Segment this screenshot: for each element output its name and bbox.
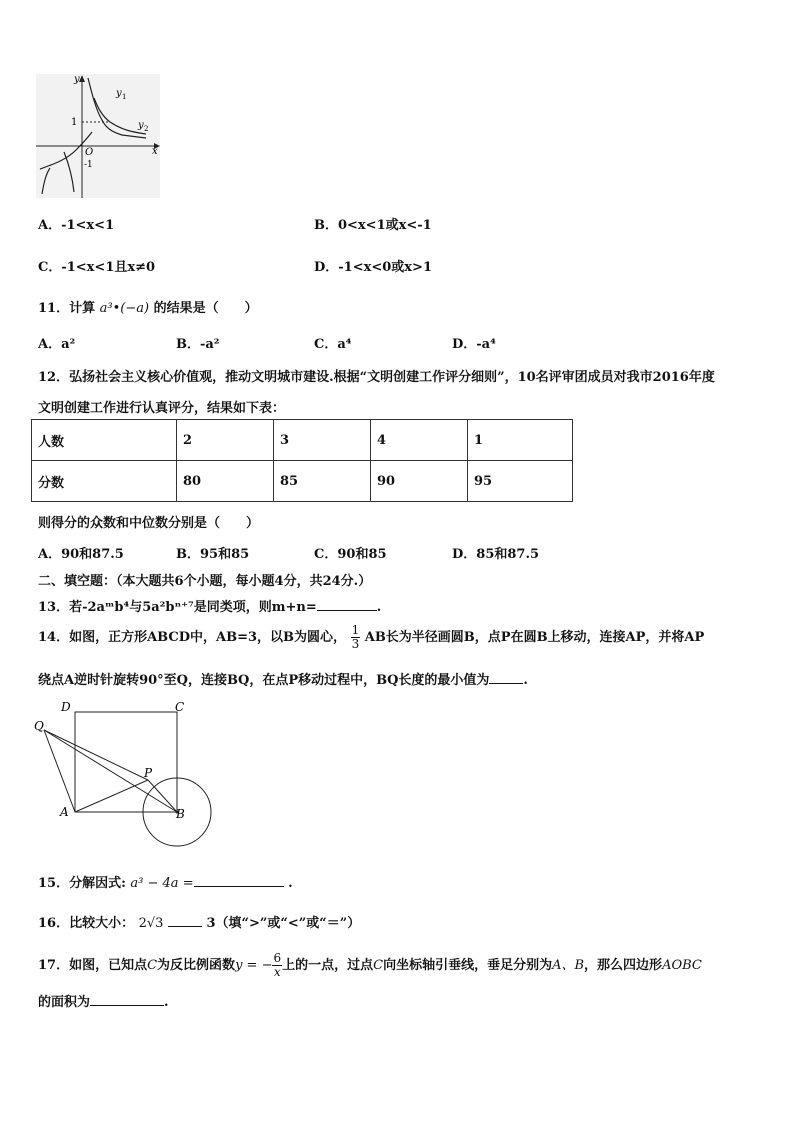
q17-frac-den: x [273,965,281,979]
section-heading: 二、填空题：（本大题共6个小题，每小题4分，共24分.） [38,574,372,589]
q14-fraction [351,624,361,651]
label-a: A [60,805,69,819]
table-cell: 4 [371,420,468,461]
segment-ap [75,780,148,812]
q16-expression: 2√3 [138,916,164,931]
label-d: D [61,700,71,714]
y1-label: y [116,88,122,99]
q17-line2: 的面积为 [38,995,91,1010]
table-cell: 分数 [32,461,177,502]
q13-text: 13．若-2aᵐb⁴与5a²bⁿ⁺⁷是同类项，则m+n= [38,600,317,615]
label-c: C [175,700,185,714]
q15-expression: a³ − 4a = [130,876,194,891]
q12-question: 则得分的众数和中位数分别是（ ） [38,516,260,531]
q12-stem-line2: 文明创建工作进行认真评分，结果如下表： [38,401,286,416]
q17-answer-blank[interactable] [90,993,164,1006]
q13-end: . [376,600,382,615]
table-row [32,461,573,502]
q17-point-c2: C [373,958,384,973]
segment-bq [44,730,177,812]
q14-part1: 14．如图，正方形ABCD中，AB=3，以B为圆心， [38,630,347,645]
label-p: P [144,766,153,780]
y2-subscript: 2 [144,125,149,133]
x-axis-label: x [152,146,158,157]
q10-option-c[interactable]: C．-1<x<1且x≠0 [38,260,156,275]
q12-option-c[interactable]: C．90和85 [314,547,387,562]
q12-stem-line1: 12．弘扬社会主义核心价值观，推动文明城市建设.根据“文明创建工作评分细则”，10名评审团成员对我市2016年度 [38,370,715,385]
label-b: B [176,807,185,821]
q16-answer-blank[interactable] [168,914,202,927]
q15-answer-blank[interactable] [194,874,284,887]
q11-expression: a³•(−a) [99,301,150,316]
q17-feet: A、B [552,958,585,973]
q11-prefix: 11．计算 [38,301,96,316]
q17-end: . [164,995,169,1010]
q15-prefix: 15．分解因式: [38,876,126,891]
q17-quadrilateral: AOBC [662,958,702,973]
y1-subscript: 1 [122,93,127,101]
q17-part3: 上的一点，过点 [282,958,374,973]
q10-option-a[interactable]: A．-1<x<1 [38,218,115,233]
q14-end: . [523,673,528,688]
q11-option-c[interactable]: C．a⁴ [314,337,352,352]
table-cell: 3 [274,420,371,461]
q14-answer-blank[interactable] [489,671,523,684]
q14-stem-line2 [38,669,528,688]
q11-option-b[interactable]: B．-a² [176,337,220,352]
q17-stem-line1 [38,952,702,979]
q17-part4: 向坐标轴引垂线，垂足分别为 [383,958,553,973]
q12-option-d[interactable]: D．85和87.5 [452,547,540,562]
square-circle-figure [30,696,216,848]
q17-stem-line2 [38,991,169,1010]
q11-suffix: 的结果是（ ） [153,301,258,316]
q11-option-d[interactable]: D．-a⁴ [452,337,496,352]
q17-part1: 17．如图，已知点 [38,958,148,973]
q13-answer-blank[interactable] [317,598,377,611]
table-cell: 人数 [32,420,177,461]
q14-line2: 绕点A逆时针旋转90°至Q，连接BQ，在点P移动过程中，BQ长度的最小值为 [38,673,490,688]
tick-neg-one: -1 [84,160,93,170]
q16-prefix: 16．比较大小： [38,916,135,931]
origin-label: O [85,147,94,158]
q10-option-d[interactable]: D．-1<x<0或x>1 [314,260,432,275]
q17-func-lhs: y = − [235,958,273,973]
label-q: Q [34,719,44,733]
q14-frac-num: 1 [351,623,360,637]
square-abcd [75,712,177,812]
y2-label: y [138,120,144,131]
q13-stem [38,596,381,615]
q12-option-a[interactable]: A．90和87.5 [38,547,124,562]
q17-fraction [272,952,282,979]
q14-frac-den: 3 [351,637,360,651]
q10-option-b[interactable]: B．0<x<1或x<-1 [314,218,432,233]
graph-background [36,74,160,198]
table-cell: 80 [177,461,274,502]
q14-stem-line1 [38,624,704,651]
function-graph [36,74,160,198]
y-axis-label: y [74,74,80,85]
table-cell: 85 [274,461,371,502]
q17-frac-num: 6 [273,951,282,965]
table-row [32,420,573,461]
table-cell: 90 [371,461,468,502]
q17-point-c: C [147,958,158,973]
score-table [31,419,573,502]
q11-option-a[interactable]: A．a² [38,337,76,352]
q12-option-b[interactable]: B．95和85 [176,547,250,562]
q11-stem [38,297,258,316]
q16-stem [38,912,360,931]
q16-after: 3（填“>”或“<”或“＝”） [206,916,361,931]
q15-end: . [288,876,293,891]
segment-pb [148,780,177,812]
q14-part2: AB长为半径画圆B，点P在圆B上移动，连接AP，并将AP [364,630,705,645]
q17-part5: ，那么四边形 [584,958,663,973]
tick-one: 1 [71,117,78,128]
table-cell: 1 [468,420,573,461]
q15-stem [38,872,293,891]
table-cell: 2 [177,420,274,461]
table-cell: 95 [468,461,573,502]
q17-part2: 为反比例函数 [157,958,236,973]
